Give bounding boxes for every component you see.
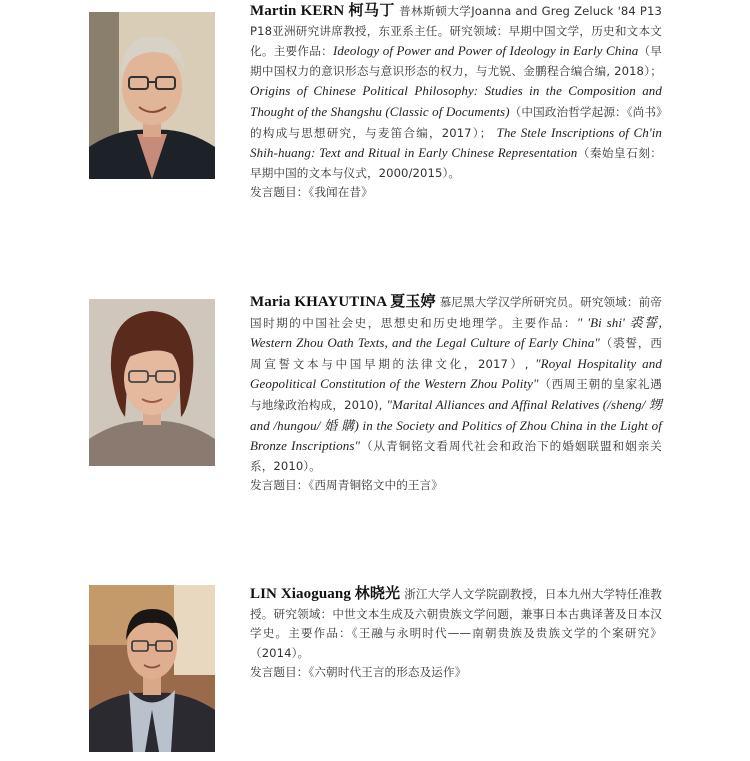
work-title: Ideology of Power and Power of Ideology in Early China: [332, 43, 639, 59]
portrait-photo-lin: [89, 585, 215, 752]
speaker-affiliation: 慕尼黑大学汉学所研究员。研究领域：前帝国时期的中国社会史，思想史和历史地理学。主要作品：: [250, 295, 662, 330]
work-title: The Stele Inscriptions of Ch'in Shih-huang: Text and Ritual in Early Chinese Representation: [250, 124, 663, 161]
work-title: "Marital Alliances and Affinal Relatives (/sheng/ 甥 and /hungou/ 婚 購) in the Society and Politics of Zhou China in the Light of Bronze Inscriptions": [250, 396, 662, 454]
portrait-photo-khayutina: [89, 299, 215, 466]
work-note: （早期中国权力的意识形态与意识形态的权力，与尤锐、金鹏程合编合编, 2018）；: [250, 44, 663, 78]
work-title: Origins of Chinese Political Philosophy: Studies in the Composition and Thought of the Shangshu (Classic of Documents): [250, 83, 662, 119]
speaker-affiliation: 普林斯顿大学Joanna and Greg Zeluck '84 P13 P18亚洲研究讲席教授，东亚系主任。研究领域：早期中国文学，历史和文本文化。主要作品：: [250, 4, 662, 59]
speaker-affiliation: 浙江大学人文学院副教授，日本九州大学特任准教授。研究领域：中世文本生成及六朝贵族文学问题，兼事日本古典译著及日本汉学史。主要作品：《王融与永明时代——南朝贵族及贵族文学的个案研究》（2014）。: [250, 587, 662, 660]
speaker-name: Martin KERN 柯马丁: [250, 3, 395, 19]
work-title: "Royal Hospitality and Geopolitical Constitution of the Western Zhou Polity": [250, 355, 662, 392]
bio-text-khayutina: [250, 293, 662, 496]
portrait-photo-kern: [89, 12, 215, 179]
bio-text-lin: [250, 585, 662, 683]
talk-title: 发言题目：《我闻在昔》: [250, 185, 373, 200]
speaker-name: LIN Xiaoguang 林晓光: [250, 586, 401, 602]
work-title: " 'Bi shi' 裘誓, Western Zhou Oath Texts, and the Legal Culture of Early China": [250, 314, 662, 351]
work-note: （从青铜铭文看周代社会和政治下的婚姻联盟和姻亲关系，2010）。: [250, 439, 662, 473]
work-note: （中国政治哲学起源：《尚书》的构成与思想研究，与麦笛合编，2017）；: [250, 104, 662, 140]
talk-title: 发言题目：《六朝时代王言的形态及运作》: [250, 665, 467, 680]
work-note: （秦始皇石刻：早期中国的文本与仪式，2000/2015）。: [250, 146, 662, 180]
work-note: （裘誓，西周宣誓文本与中国早期的法律文化，2017）,: [250, 336, 662, 371]
talk-title: 发言题目：《西周青铜铭文中的王言》: [250, 478, 443, 493]
speaker-name: Maria KHAYUTINA 夏玉婷: [250, 294, 436, 310]
bio-text-kern: [250, 2, 662, 203]
work-note: （西周王朝的皇家礼遇与地缘政治构成，2010),: [250, 377, 662, 412]
